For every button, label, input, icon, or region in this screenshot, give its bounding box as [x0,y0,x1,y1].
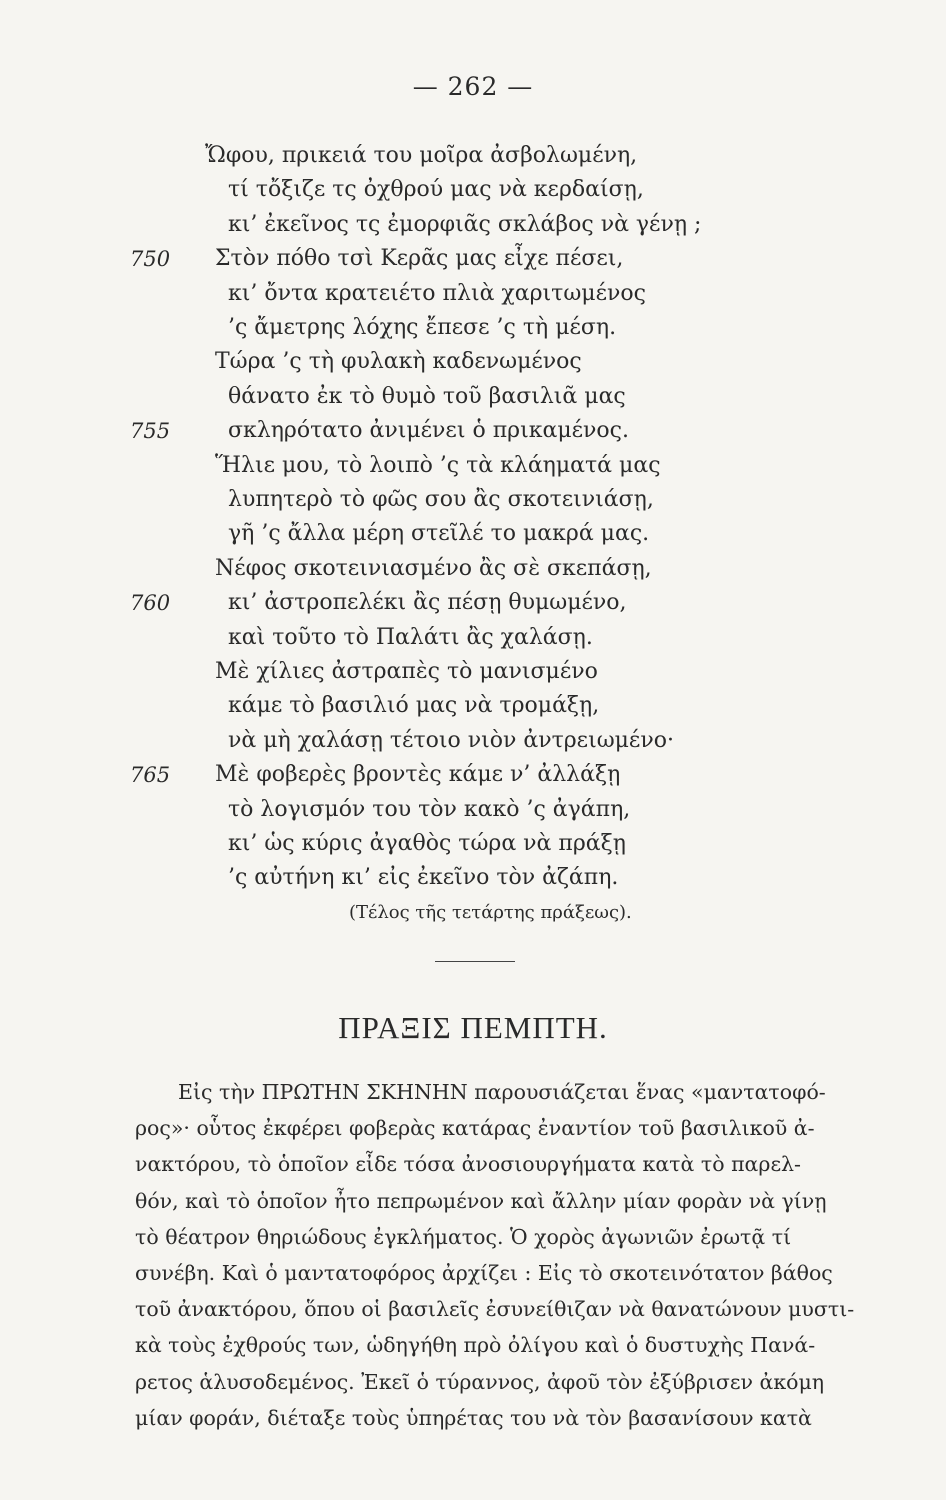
prose-line: συνέβη. Καὶ ὁ μαντατοφόρος ἀρχίζει : Εἰς τὸ σκοτεινότατον βάθος [135,1261,833,1285]
prose-line: νακτόρου, τὸ ὁποῖον εἶδε τόσα ἀνοσιουργήματα κατὰ τὸ παρελ- [135,1152,801,1176]
prose-line: τοῦ ἀνακτόρου, ὅπου οἱ βασιλεῖς ἐσυνείθιζαν νὰ θανατώνουν μυστι- [135,1297,855,1321]
page-number: — 262 — [412,72,534,101]
verse-line: ’ς αὐτήνη κι’ εἰς ἐκεῖνο τὸν ἀζάπη. [228,865,619,890]
verse-line: τί τὄξιζε τς ὀχθρού μας νὰ κερδαίσῃ, [228,177,644,202]
verse-line: τὸ λογισμόν του τὸν κακὸ ’ς ἀγάπη, [228,797,631,822]
verse-line: νὰ μὴ χαλάσῃ τέτοιο νιὸν ἀντρειωμένο· [228,728,674,753]
verse-line: κι’ ἀστροπελέκι ἂς πέσῃ θυμωμένο, [228,590,627,615]
verse-line: θάνατο ἐκ τὸ θυμὸ τοῦ βασιλιᾶ μας [228,384,626,409]
verse-line: κάμε τὸ βασιλιό μας νὰ τρομάξῃ, [228,693,600,718]
verse-line: Μὲ χίλιες ἀστραπὲς τὸ μανισμένο [215,659,598,684]
verse-line: κι’ ἐκεῖνος τς ἐμορφιᾶς σκλάβος νὰ γένῃ ; [228,212,702,237]
prose-line: μίαν φοράν, διέταξε τοὺς ὑπηρέτας του νὰ τὸν βασανίσουν κατὰ [135,1406,812,1430]
prose-line: Εἰς τὴν ΠΡΩΤΗΝ ΣΚΗΝΗΝ παρουσιάζεται ἕνας «μαντατοφό- [178,1080,826,1104]
verse-line: γῆ ’ς ἄλλα μέρη στεῖλέ το μακρά μας. [228,521,650,546]
prose-line: τὸ θέατρον θηριώδους ἐγκλήματος. Ὁ χορὸς ἀγωνιῶν ἐρωτᾷ τί [135,1225,792,1249]
verse-line: Νέφος σκοτεινιασμένο ἂς σὲ σκεπάσῃ, [215,556,652,581]
verse-line: σκληρότατο ἀνιμένει ὁ πρικαμένος. [228,418,629,443]
prose-line: κὰ τοὺς ἐχθρούς των, ὡδηγήθη πρὸ ὀλίγου καὶ ὁ δυστυχὴς Πανά- [135,1333,816,1357]
verse-line: κι’ ὄντα κρατειέτο πλιὰ χαριτωμένος [228,281,646,306]
prose-line: ρετος ἁλυσοδεμένος. Ἐκεῖ ὁ τύραννος, ἀφοῦ τὸν ἐξύβρισεν ἀκόμη [135,1370,825,1394]
act-title: ΠΡΑΞΙΣ ΠΕΜΠΤΗ. [338,1010,608,1045]
section-divider [435,961,515,962]
verse-line: Τώρα ’ς τὴ φυλακὴ καδενωμένος [215,349,582,374]
verse-line: Μὲ φοβερὲς βροντὲς κάμε ν’ ἀλλάξῃ [215,762,621,787]
verse-line: κι’ ὡς κύρις ἀγαθὸς τώρα νὰ πράξῃ [228,831,626,856]
verse-line: λυπητερὸ τὸ φῶς σου ἂς σκοτεινιάσῃ, [228,487,654,512]
verse-line: Στὸν πόθο τσὶ Κερᾶς μας εἶχε πέσει, [215,246,624,271]
act-end-note: (Τέλος τῆς τετάρτης πράξεως). [349,902,632,923]
verse-line: Ἥλιε μου, τὸ λοιπὸ ’ς τὰ κλάηματά μας [215,453,661,478]
verse-line: Ὤφου, πρικειά του μοῖρα ἀσβολωμένη, [205,143,638,168]
line-number: 750 [130,247,171,271]
line-number: 765 [130,763,171,787]
line-number: 755 [130,419,171,443]
line-number: 760 [130,591,171,615]
prose-line: θόν, καὶ τὸ ὁποῖον ἦτο πεπρωμένον καὶ ἄλλην μίαν φορὰν νὰ γίνῃ [135,1189,827,1213]
prose-line: ρος»· οὗτος ἐκφέρει φοβερὰς κατάρας ἐναντίον τοῦ βασιλικοῦ ἀ- [135,1116,815,1140]
verse-line: ’ς ἄμετρης λόχης ἔπεσε ’ς τὴ μέση. [228,315,617,340]
verse-line: καὶ τοῦτο τὸ Παλάτι ἂς χαλάσῃ. [228,625,593,650]
